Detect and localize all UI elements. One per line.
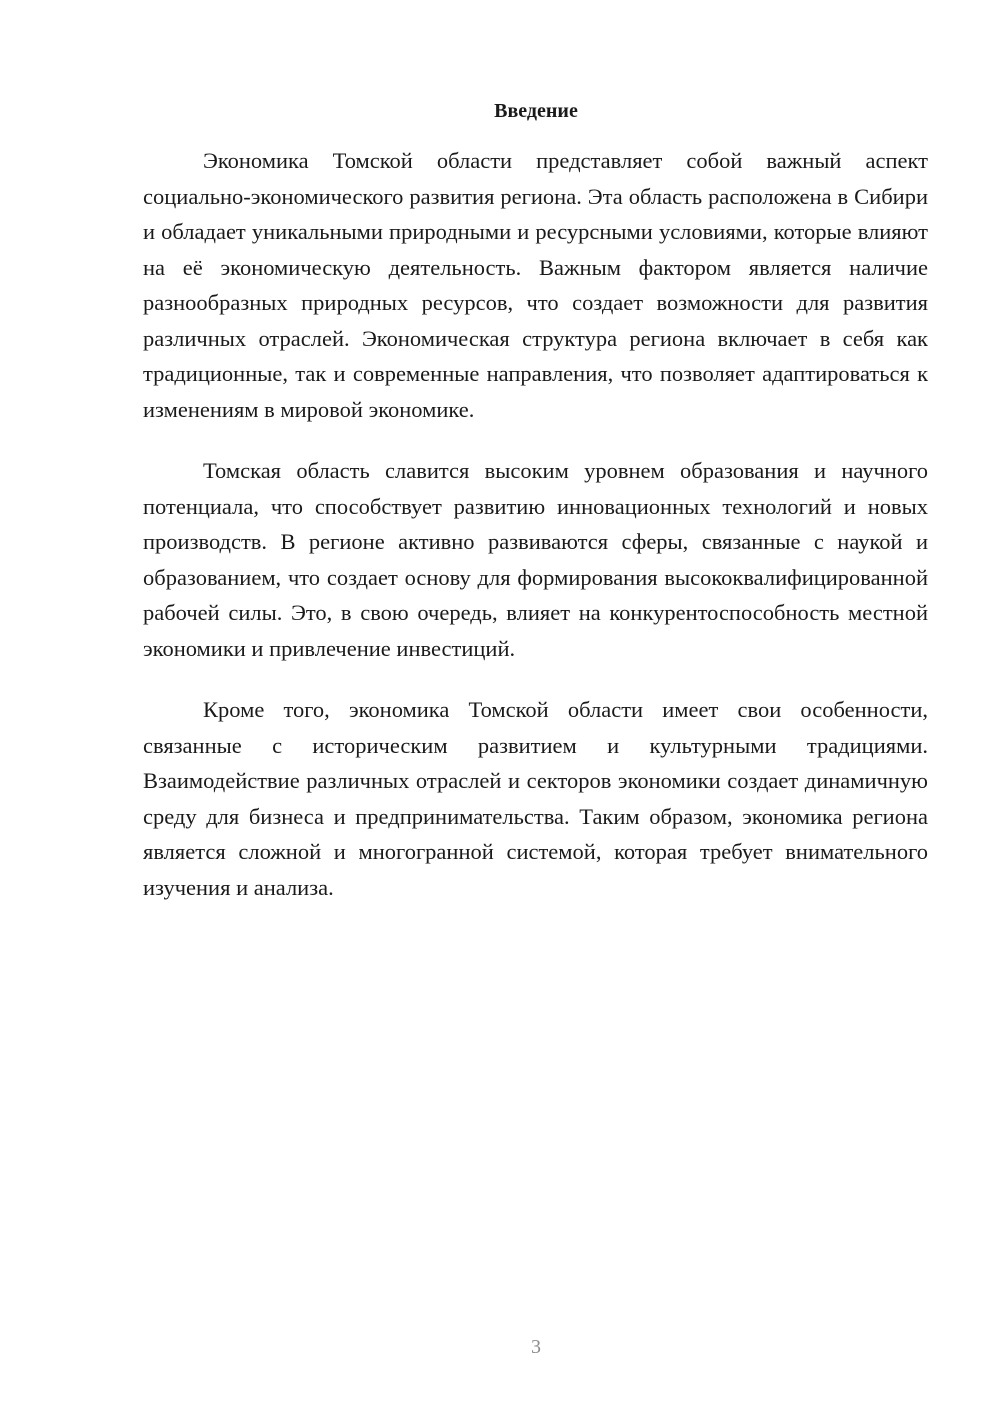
body-text xyxy=(143,143,928,905)
paragraph-3: Кроме того, экономика Томской области имеет свои особенности, связанные с историческим развитием и культурными традициями. Взаимодействие различных отраслей и секторов экономики создает динамичную среду для бизнеса и предпринимательства. Таким образом, экономика региона является сложной и многогранной системой, которая требует внимательного изучения и анализа. xyxy=(143,697,928,900)
paragraph-1: Экономика Томской области представляет собой важный аспект социально-экономического развития региона. Эта область расположена в Сибири и обладает уникальными природными и ресурсными условиями, которые влияют на её экономическую деятельность. Важным фактором является наличие разнообразных природных ресурсов, что создает возможности для развития различных отраслей. Экономическая структура региона включает в себя как традиционные, так и современные направления, что позволяет адаптироваться к изменениям в мировой экономике. xyxy=(143,148,928,422)
page-number: 3 xyxy=(531,1336,541,1358)
paragraph-2: Томская область славится высоким уровнем образования и научного потенциала, что способствует развитию инновационных технологий и новых производств. В регионе активно развиваются сферы, связанные с наукой и образованием, что создает основу для формирования высококвалифицированной рабочей силы. Это, в свою очередь, влияет на конкурентоспособность местной экономики и привлечение инвестиций. xyxy=(143,458,928,661)
section-heading: Введение xyxy=(494,100,578,122)
